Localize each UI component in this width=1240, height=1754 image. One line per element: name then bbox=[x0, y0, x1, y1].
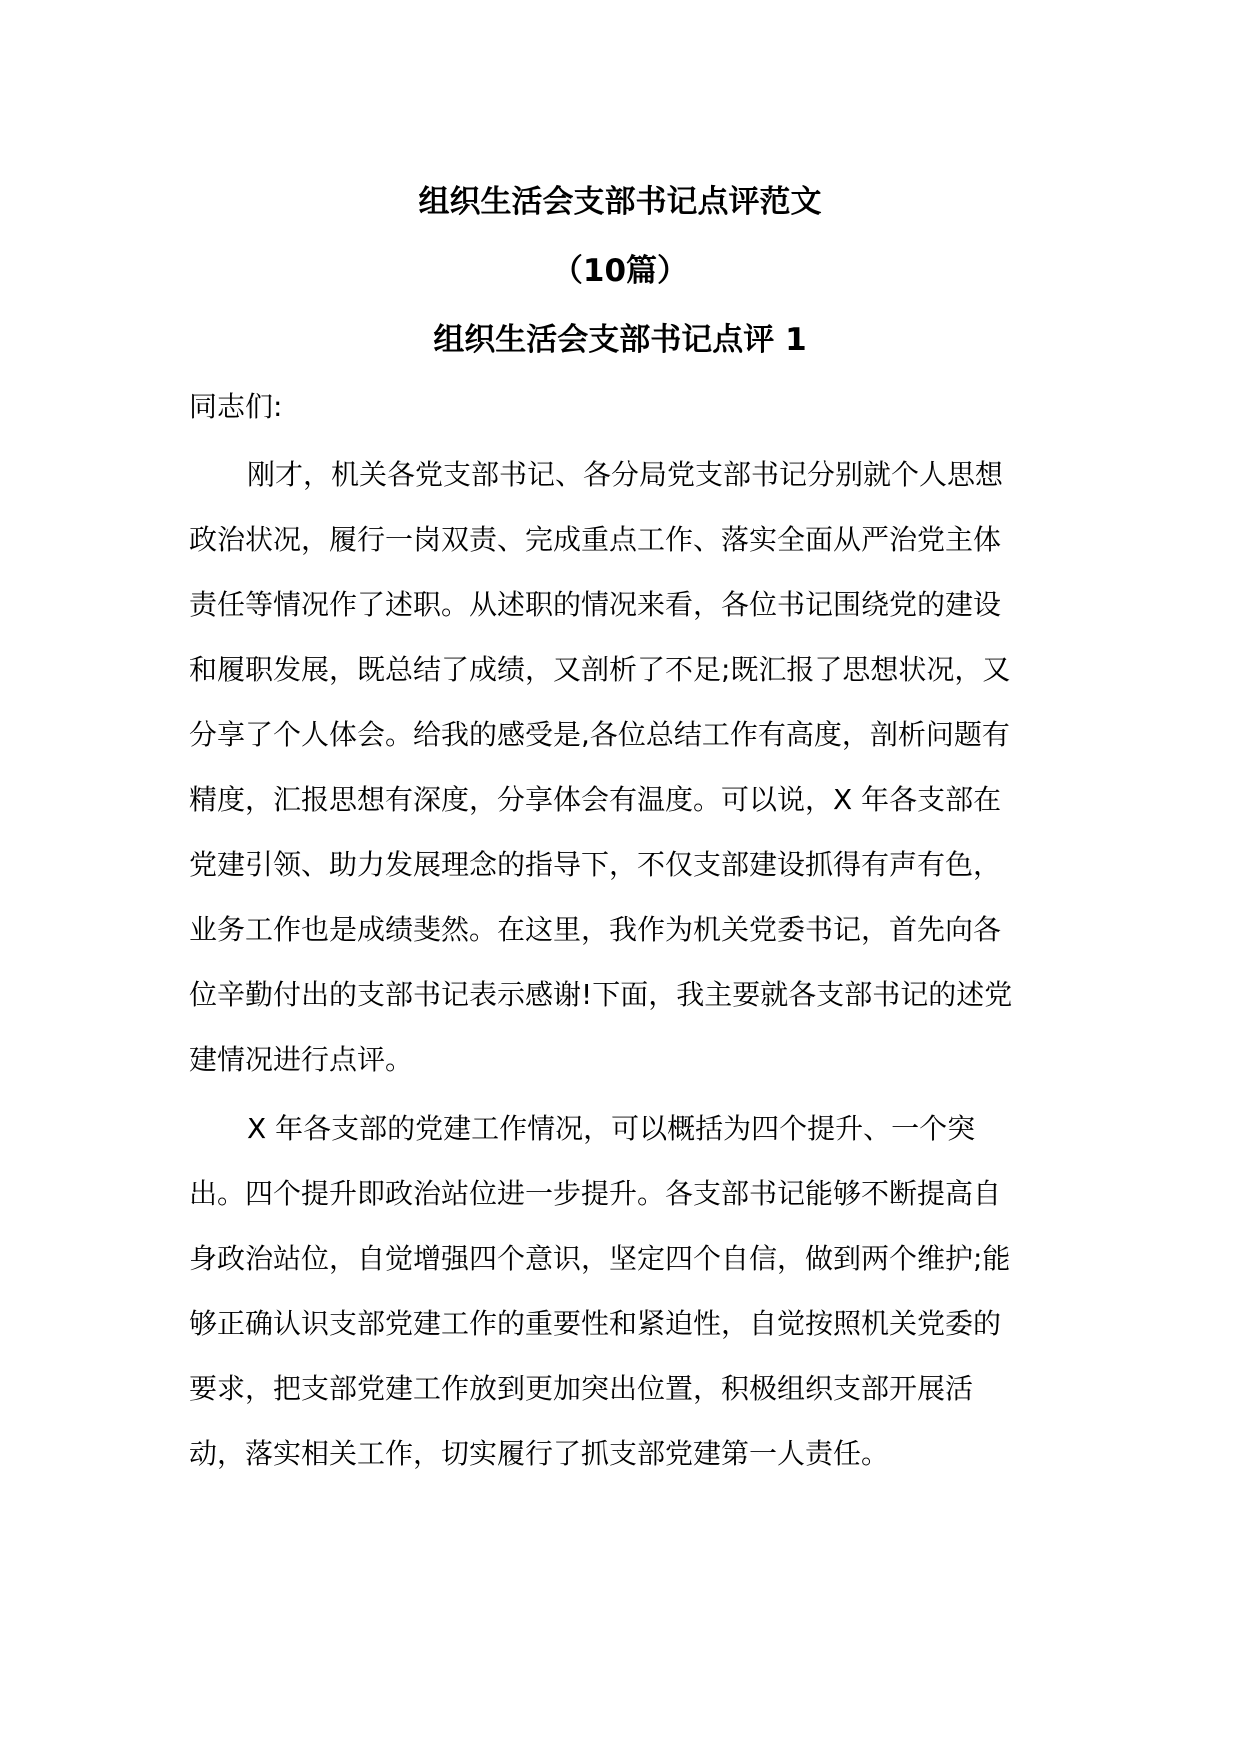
paragraph-line: 建情况进行点评。 bbox=[189, 1043, 414, 1076]
document-title: 组织生活会支部书记点评范文 bbox=[418, 184, 822, 220]
paragraph-line: 出。四个提升即政治站位进一步提升。各支部书记能够不断提高自 bbox=[189, 1177, 1002, 1210]
greeting: 同志们: bbox=[189, 390, 283, 423]
paragraph-line: X 年各支部的党建工作情况，可以概括为四个提升、一个突 bbox=[247, 1112, 976, 1145]
paragraph-line: 业务工作也是成绩斐然。在这里，我作为机关党委书记，首先向各 bbox=[189, 913, 1002, 946]
document-subtitle: （10篇） bbox=[551, 253, 689, 289]
paragraph-line: 够正确认识支部党建工作的重要性和紧迫性，自觉按照机关党委的 bbox=[189, 1307, 1002, 1340]
paragraph-line: 精度，汇报思想有深度，分享体会有温度。可以说，X 年各支部在 bbox=[189, 783, 1002, 816]
paragraph-line: 身政治站位，自觉增强四个意识，坚定四个自信，做到两个维护;能 bbox=[189, 1242, 1011, 1275]
paragraph-line: 要求，把支部党建工作放到更加突出位置，积极组织支部开展活 bbox=[189, 1372, 974, 1405]
paragraph-line: 和履职发展，既总结了成绩，又剖析了不足;既汇报了思想状况，又 bbox=[189, 653, 1011, 686]
paragraph-line: 政治状况，履行一岗双责、完成重点工作、落实全面从严治党主体 bbox=[189, 523, 1002, 556]
paragraph-line: 分享了个人体会。给我的感受是,各位总结工作有高度，剖析问题有 bbox=[189, 718, 1010, 751]
paragraph-line: 党建引领、助力发展理念的指导下，不仅支部建设抓得有声有色， bbox=[189, 848, 1002, 881]
section-heading: 组织生活会支部书记点评 1 bbox=[433, 322, 807, 358]
paragraph-line: 刚才，机关各党支部书记、各分局党支部书记分别就个人思想 bbox=[247, 458, 1004, 491]
paragraph-line: 位辛勤付出的支部书记表示感谢!下面，我主要就各支部书记的述党 bbox=[189, 978, 1013, 1011]
paragraph-line: 责任等情况作了述职。从述职的情况来看，各位书记围绕党的建设 bbox=[189, 588, 1002, 621]
paragraph-line: 动，落实相关工作，切实履行了抓支部党建第一人责任。 bbox=[189, 1437, 890, 1470]
